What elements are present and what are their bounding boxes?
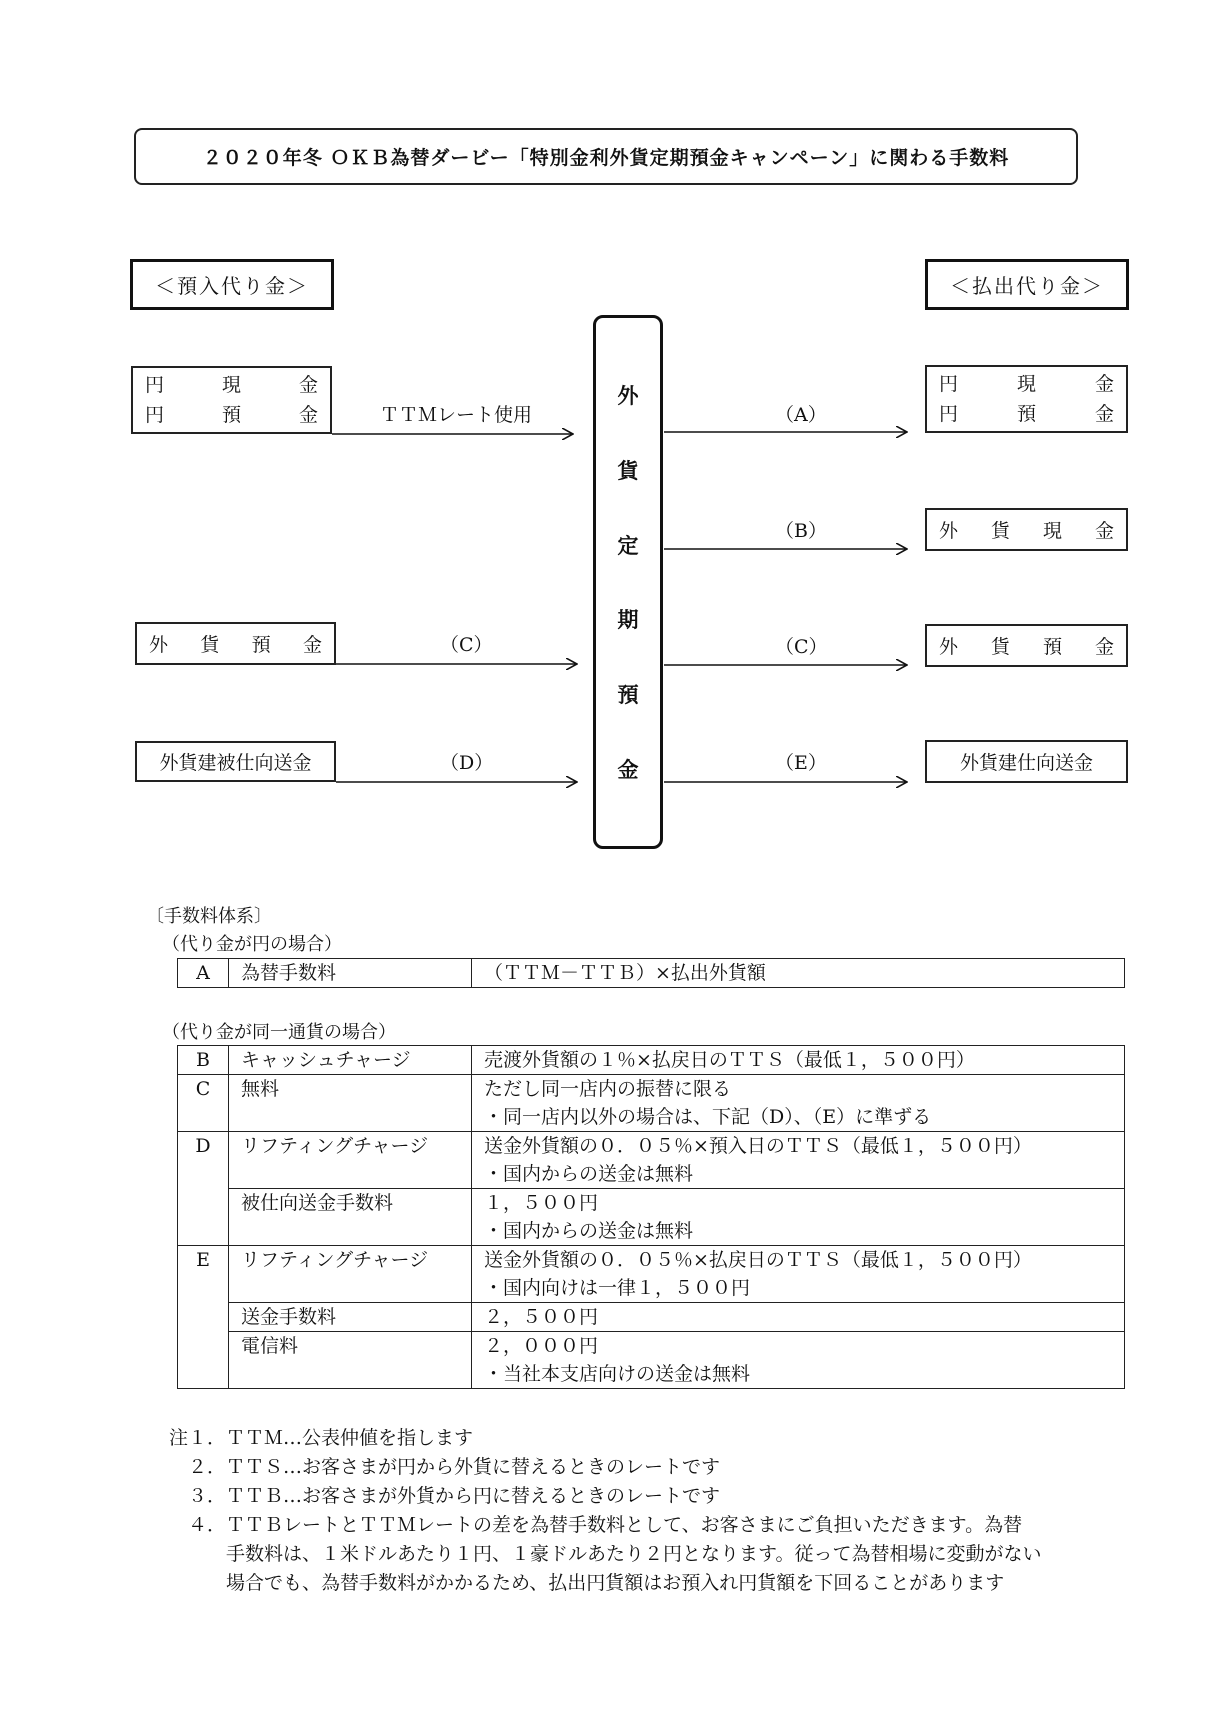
note-item: ３． ＴＴＢ…お客さまが外貨から円に替えるときのレートです — [187, 1485, 721, 1507]
left-yen-node: 円 現 金 円 預 金 — [131, 366, 332, 434]
table-row: 送金手数料 ２，５００円 — [178, 1303, 1125, 1332]
left-fx-deposit-node: 外 貨 預 金 — [135, 622, 336, 665]
fee-structure-heading: 〔手数料体系〕 — [146, 906, 272, 927]
page-title: ２０２０年冬 ＯＫＢ為替ダービー「特別金利外貨定期預金キャンペーン」に関わる手数料 — [134, 128, 1078, 185]
note-continuation: 場合でも、為替手数料がかかるため、払出円貨額はお預入れ円貨額を下回ることがあります — [226, 1572, 1005, 1594]
label-right-c: （C） — [775, 636, 828, 658]
note-continuation: 手数料は、１米ドルあたり１円、１豪ドルあたり２円となります。従って為替相場に変動がない — [226, 1543, 1042, 1565]
table-row: A 為替手数料 （ＴＴＭ－ＴＴＢ）×払出外貨額 — [178, 959, 1125, 988]
left-fx-remit-node: 外貨建被仕向送金 — [135, 741, 336, 782]
same-currency-fee-table — [177, 1045, 1125, 1389]
label-b: （B） — [775, 520, 827, 542]
label-a: （A） — [775, 404, 827, 426]
ttm-rate-label: ＴＴＭレート使用 — [380, 404, 533, 426]
table-row: E リフティングチャージ 送金外貨額の０．０５％×払戻日のＴＴＳ（最低１，５００円） ・国内向けは一律１，５００円 — [178, 1246, 1125, 1303]
label-left-c: （C） — [440, 634, 493, 656]
table-row: 被仕向送金手数料 １，５００円 ・国内からの送金は無料 — [178, 1189, 1125, 1246]
yen-case-heading: （代り金が円の場合） — [162, 934, 342, 955]
fx-time-deposit-box: 外 貨 定 期 預 金 — [593, 315, 663, 849]
table-row: B キャッシュチャージ 売渡外貨額の１％×払戻日のＴＴＳ（最低１，５００円） — [178, 1046, 1125, 1075]
label-e: （E） — [775, 752, 827, 774]
right-yen-node: 円 現 金 円 預 金 — [925, 365, 1128, 433]
note-item: 注１． ＴＴＭ…公表仲値を指します — [168, 1427, 474, 1449]
withdrawal-dest-header: ＜払出代り金＞ — [925, 259, 1129, 310]
same-currency-heading: （代り金が同一通貨の場合） — [162, 1022, 396, 1043]
yen-fee-table — [177, 958, 1125, 988]
right-fx-remit-node: 外貨建仕向送金 — [925, 740, 1128, 783]
table-row: D リフティングチャージ 送金外貨額の０．０５％×預入日のＴＴＳ（最低１，５００円） ・国内からの送金は無料 — [178, 1132, 1125, 1189]
table-row: 電信料 ２，０００円 ・当社本支店向けの送金は無料 — [178, 1332, 1125, 1389]
right-fx-cash-node: 外 貨 現 金 — [925, 508, 1128, 551]
table-row: C 無料 ただし同一店内の振替に限る ・同一店内以外の場合は、下記（D）、（E）に準ずる — [178, 1075, 1125, 1132]
note-item: ４． ＴＴＢレートとＴＴＭレートの差を為替手数料として、お客さまにご負担いただきます。為替 — [187, 1514, 1023, 1536]
deposit-source-header: ＜預入代り金＞ — [130, 259, 334, 310]
notes — [160, 1424, 1160, 1598]
right-fx-deposit-node: 外 貨 預 金 — [925, 624, 1128, 667]
label-left-d: （D） — [440, 752, 494, 774]
note-item: ２． ＴＴＳ…お客さまが円から外貨に替えるときのレートです — [187, 1456, 721, 1478]
